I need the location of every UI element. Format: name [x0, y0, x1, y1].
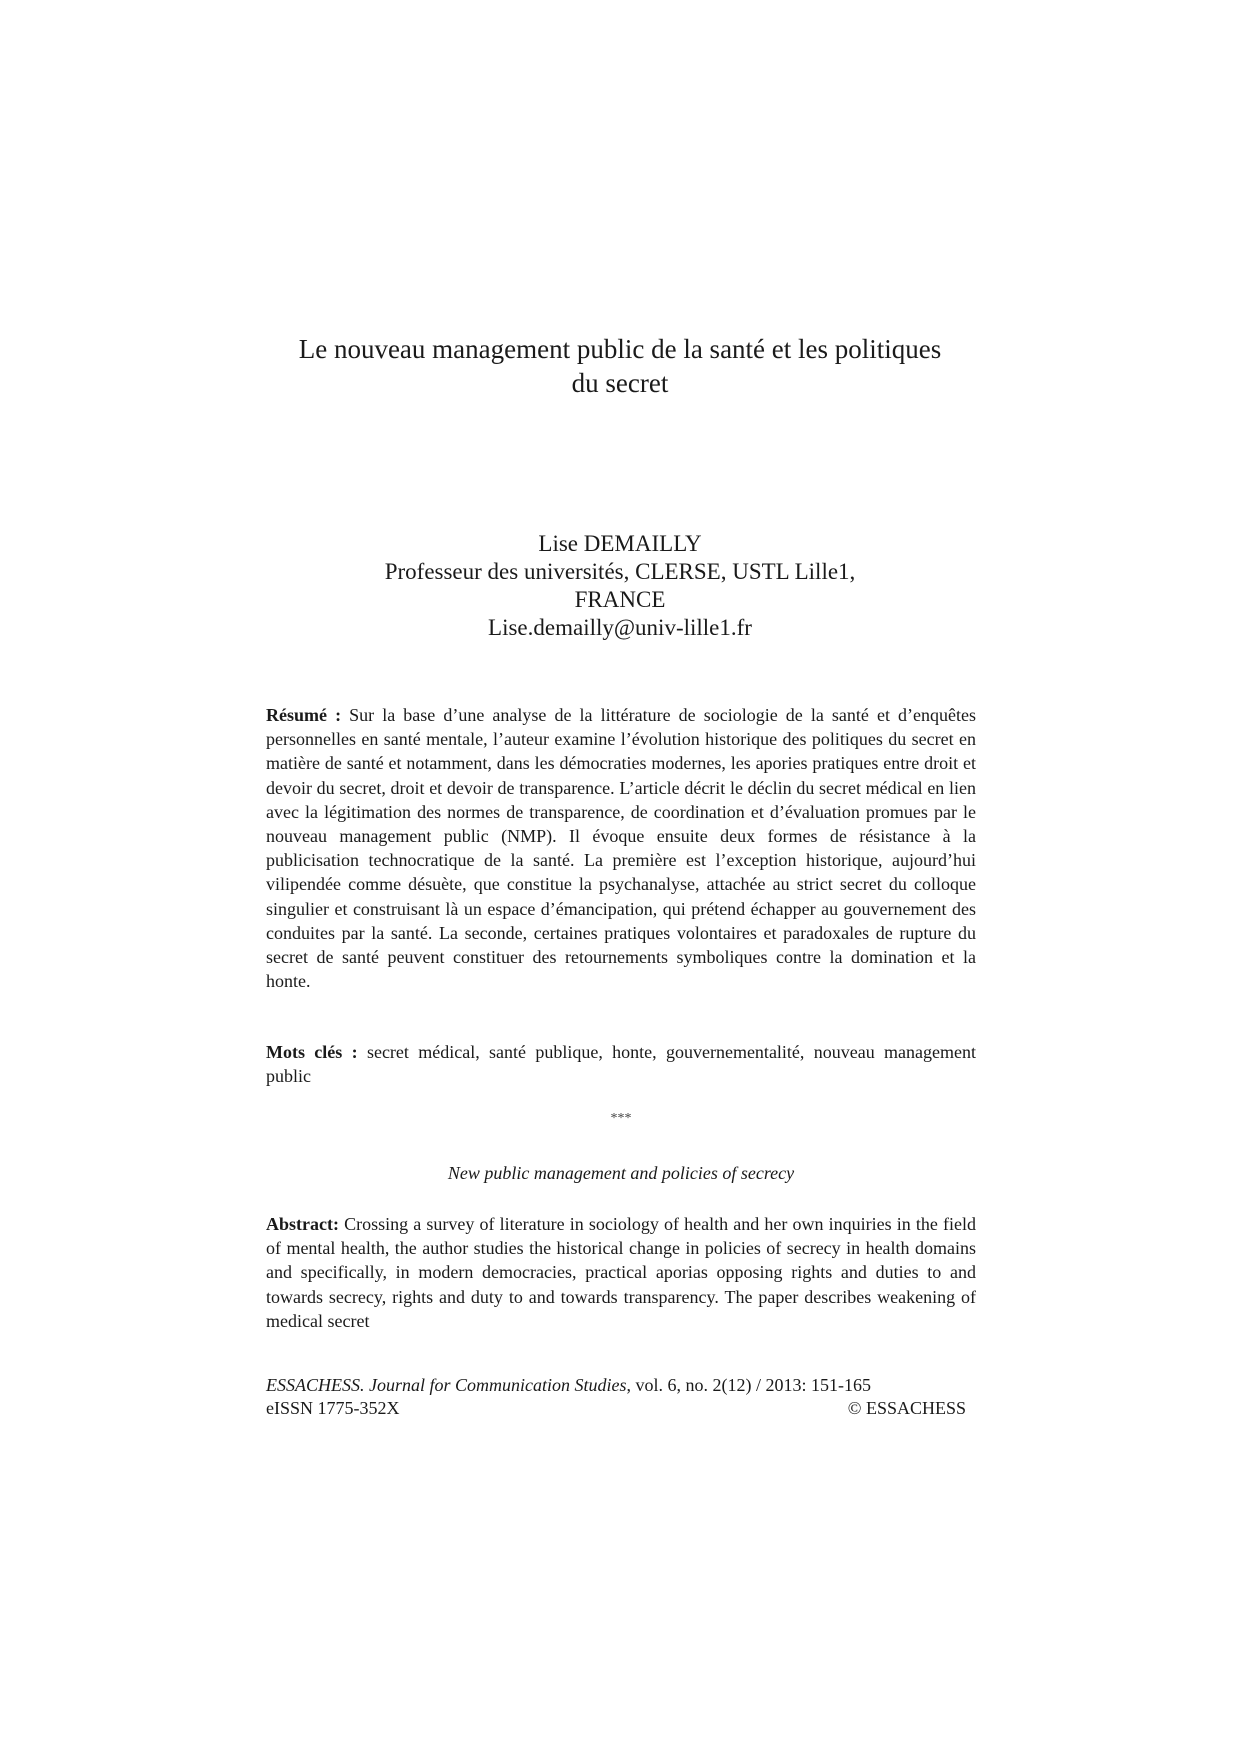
keywords-paragraph — [266, 1040, 976, 1088]
abstract-label: Abstract: — [266, 1214, 339, 1234]
resume-paragraph — [266, 703, 976, 993]
article-title-line-1: Le nouveau management public de la santé et les politiques — [298, 334, 942, 364]
author-block — [300, 530, 940, 642]
article-title — [260, 332, 980, 400]
section-separator: *** — [610, 1111, 632, 1126]
footer-bottom-row — [266, 1397, 966, 1420]
author-affiliation: Professeur des universités, CLERSE, USTL Lille1, — [384, 559, 856, 584]
resume-label: Résumé : — [266, 705, 342, 725]
abstract-paragraph — [266, 1212, 976, 1333]
author-name: Lise DEMAILLY — [538, 531, 702, 556]
english-title: New public management and policies of secrecy — [447, 1163, 795, 1183]
keywords-label: Mots clés : — [266, 1042, 358, 1062]
keywords-text: secret médical, santé publique, honte, gouvernementalité, nouveau management public — [266, 1042, 977, 1087]
author-email: Lise.demailly@univ-lille1.fr — [488, 615, 752, 640]
footer-journal: ESSACHESS. Journal for Communication Studies — [266, 1375, 627, 1395]
footer-citation — [266, 1374, 966, 1397]
page-footer — [266, 1374, 966, 1420]
resume-text: Sur la base d’une analyse de la littérature de sociologie de la santé et d’enquêtes personnelles en santé mentale, l’auteur examine l’évolution historique des politiques du secret en matière de santé et notamment, dans les démocraties modernes, les apories pratiques entre droit et devoir du secret, droit et devoir de transparence. L’article décrit le déclin du secret médical en lien avec la légitimation des normes de transparence, de coordination et d’évaluation promues par le nouveau management public (NMP). Il évoque ensuite deux formes de résistance à la publicisation technocratique de la santé. La première est l’exception historique, aujourd’hui vilipendée comme désuète, que constitue la psychanalyse, attachée au strict secret du colloque singulier et construisant là un espace d’émancipation, qui prétend échapper au gouvernement des conduites par la santé. La seconde, certaines pratiques volontaires et paradoxales de rupture du secret de santé peuvent constituer des retournements symboliques contre la domination et la honte. — [266, 705, 976, 992]
footer-volume-info: , vol. 6, no. 2(12) / 2013: 151-165 — [626, 1375, 871, 1395]
footer-copyright: © ESSACHESS — [847, 1398, 966, 1418]
author-country: FRANCE — [574, 587, 666, 612]
article-title-line-2: du secret — [571, 368, 669, 398]
footer-issn: eISSN 1775-352X — [266, 1398, 400, 1418]
abstract-text: Crossing a survey of literature in sociology of health and her own inquiries in the field of mental health, the author studies the historical change in policies of secrecy in health domains and specifically, in modern democracies, practical aporias opposing rights and duties to and towards secrecy, rights and duty to and towards transparency. The paper describes weakening of medical secret — [266, 1214, 976, 1331]
